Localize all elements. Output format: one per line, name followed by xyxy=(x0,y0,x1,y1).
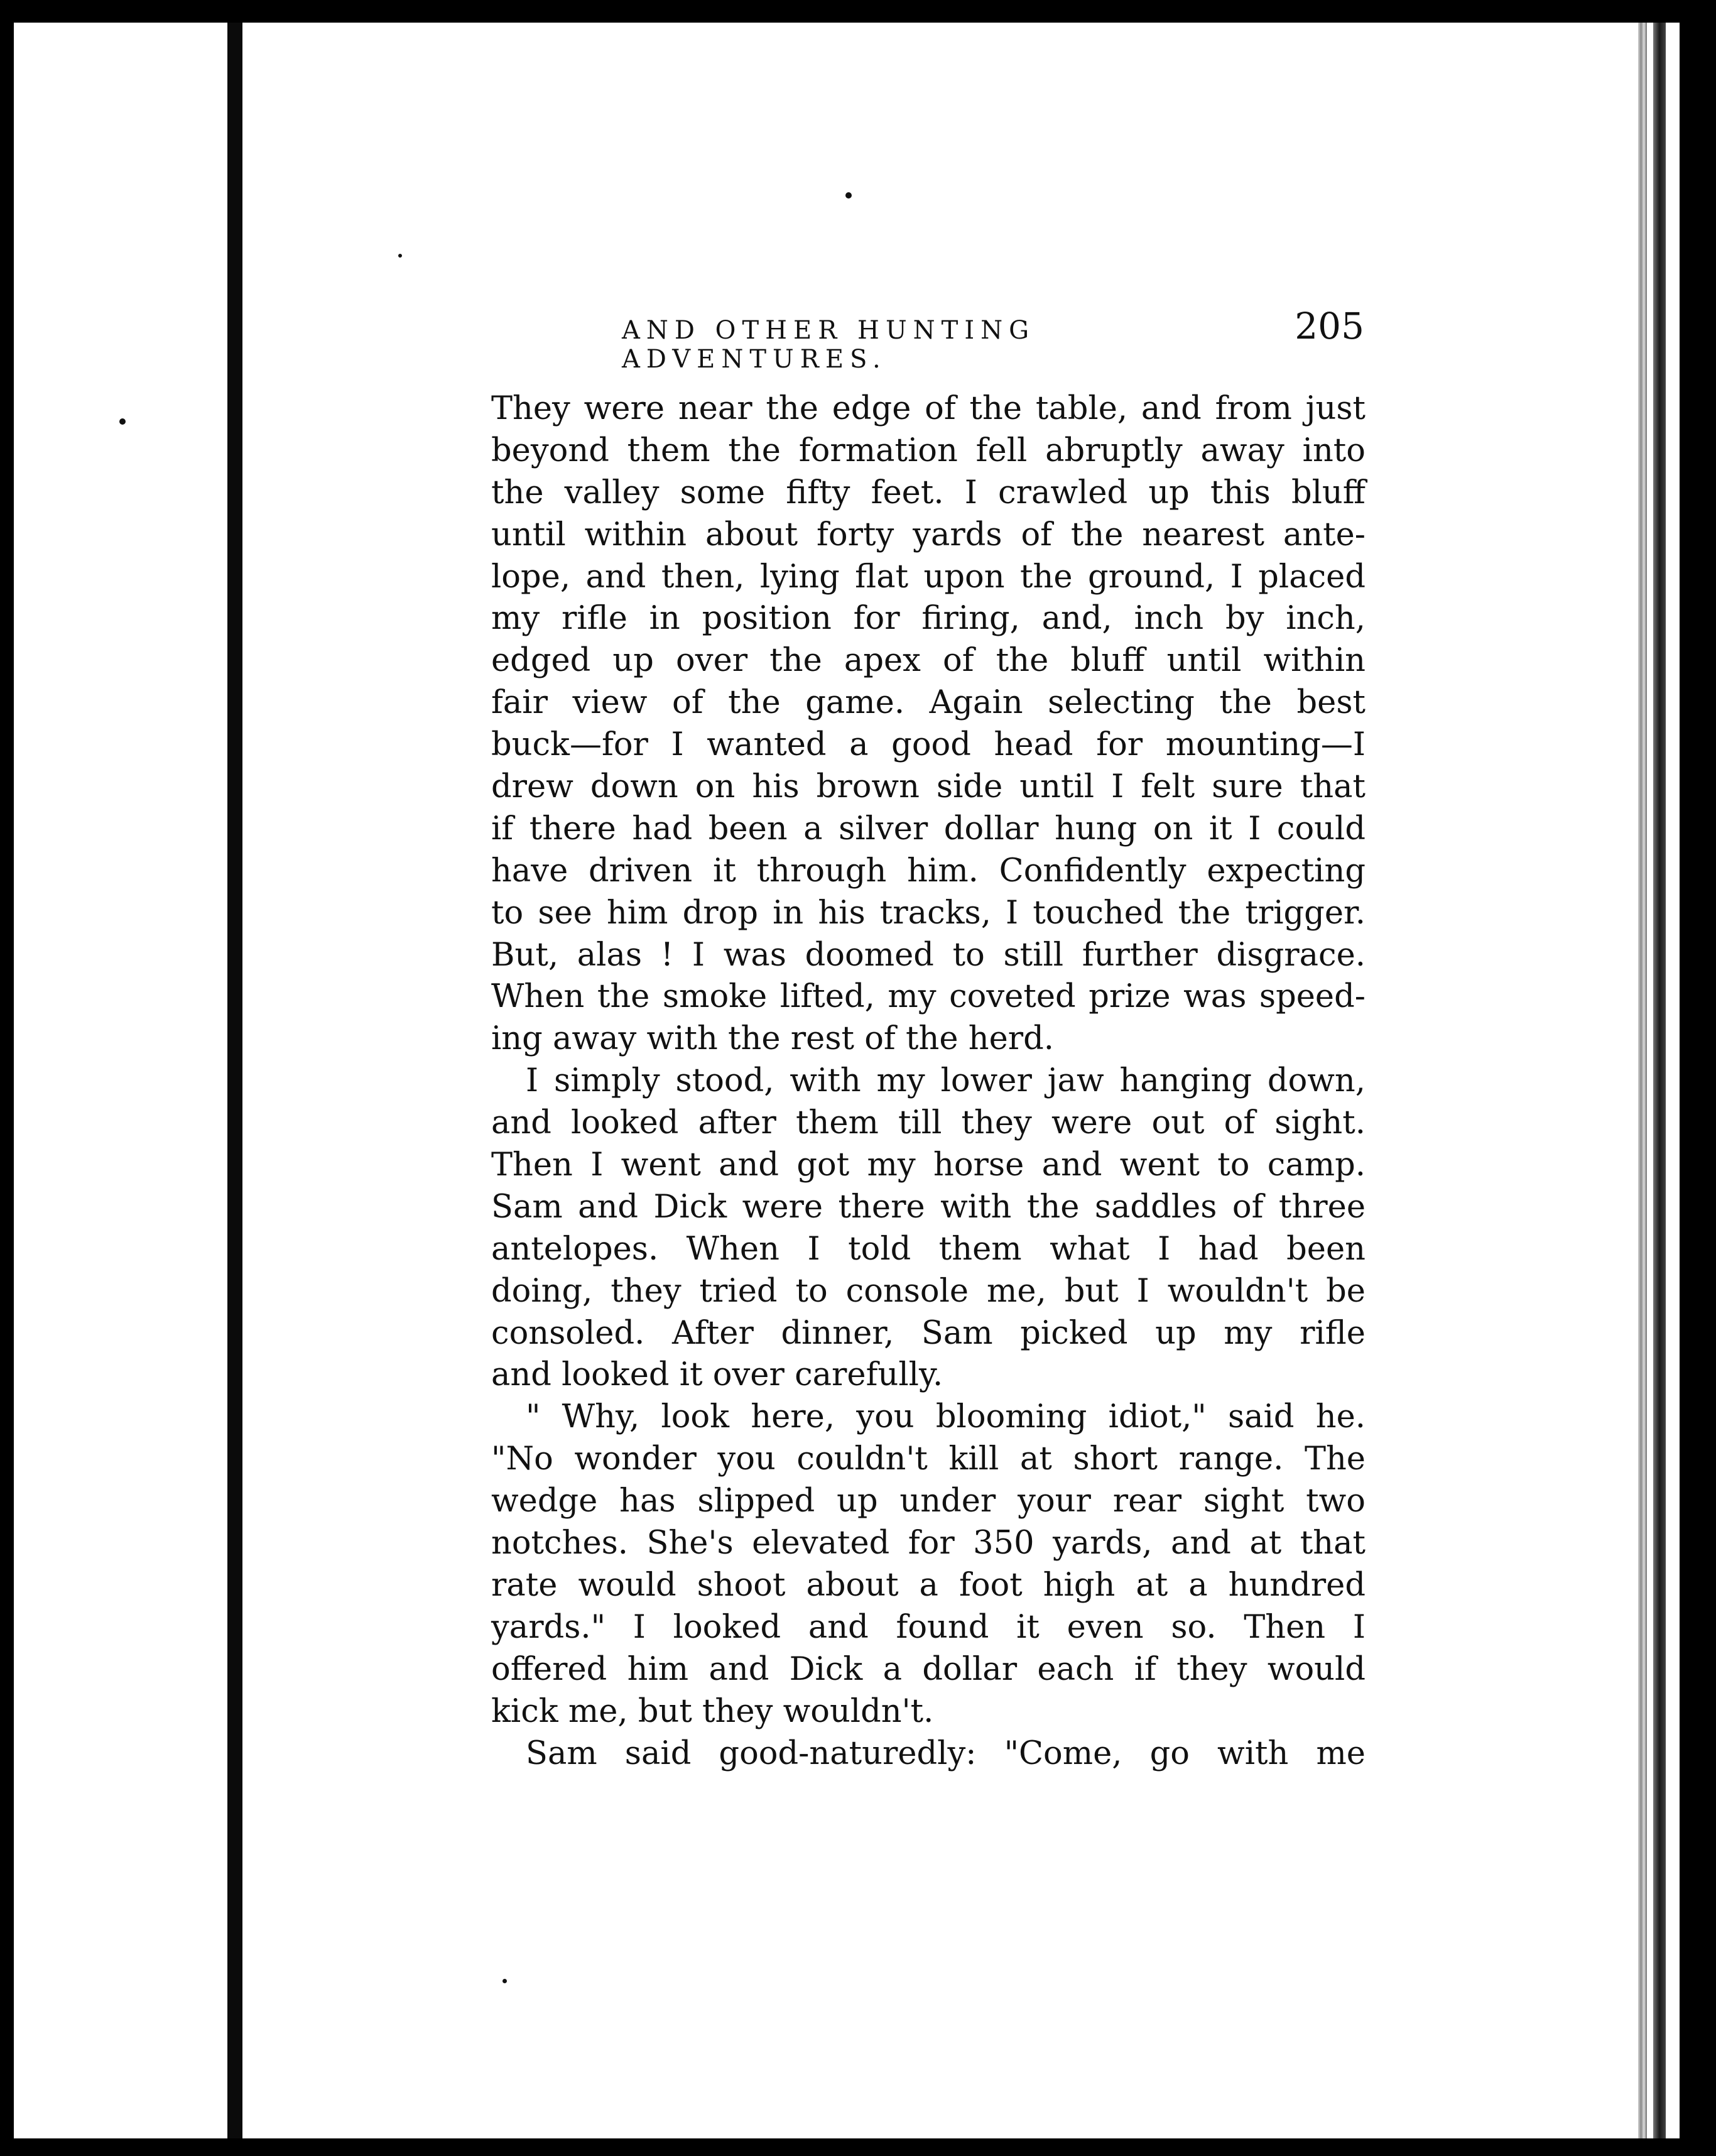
right-page-shadow xyxy=(1653,23,1666,2138)
running-head-title: AND OTHER HUNTING ADVENTURES. xyxy=(622,316,1036,374)
body-text xyxy=(491,388,1366,1775)
text-line: yards." I looked and found it even so. Then I xyxy=(491,1608,1366,1646)
text-line: fair view of the game. Again selecting the best xyxy=(491,684,1366,722)
scan-border-right xyxy=(1680,0,1716,2156)
text-line: offered him and Dick a dollar each if they would xyxy=(491,1650,1366,1688)
text-line: When the smoke lifted, my coveted prize was speed- xyxy=(491,978,1366,1016)
text-line: if there had been a silver dollar hung on it I could xyxy=(491,810,1366,847)
scan-speck xyxy=(398,254,402,258)
scan-speck xyxy=(845,192,852,199)
text-line: Sam said good-naturedly: "Come, go with me xyxy=(526,1734,1366,1772)
text-line: edged up over the apex of the bluff until within xyxy=(491,642,1366,680)
scan-border-bottom xyxy=(0,2138,1716,2156)
text-line: beyond them the formation fell abruptly away into xyxy=(491,432,1366,469)
text-line: Sam and Dick were there with the saddles of three xyxy=(491,1188,1366,1226)
text-line: my rifle in position for firing, and, inch by inch, xyxy=(491,600,1366,638)
text-line: consoled. After dinner, Sam picked up my rifle xyxy=(491,1314,1366,1352)
text-line: lope, and then, lying flat upon the ground, I placed xyxy=(491,558,1366,596)
text-line: kick me, but they wouldn't. xyxy=(491,1692,934,1730)
text-line: and looked after them till they were out of sight. xyxy=(491,1104,1366,1142)
text-line: They were near the edge of the table, and from just xyxy=(491,390,1366,427)
left-page-gutter xyxy=(227,23,242,2138)
text-line: But, alas ! I was doomed to still further disgrace. xyxy=(491,936,1366,974)
text-line: notches. She's elevated for 350 yards, and at that xyxy=(491,1525,1366,1562)
scan-speck xyxy=(502,1979,507,1983)
text-line: doing, they tried to console me, but I wouldn't be xyxy=(491,1272,1366,1310)
running-head xyxy=(622,305,1364,374)
text-line: and looked it over carefully. xyxy=(491,1356,943,1394)
text-line: to see him drop in his tracks, I touched the trigger. xyxy=(491,894,1366,932)
text-line: drew down on his brown side until I felt sure that xyxy=(491,768,1366,806)
right-page-edge xyxy=(1638,23,1647,2138)
text-line: until within about forty yards of the nearest ante- xyxy=(491,516,1366,553)
text-line: I simply stood, with my lower jaw hanging down, xyxy=(526,1062,1366,1100)
text-line: wedge has slipped up under your rear sight two xyxy=(491,1483,1366,1520)
text-line: "No wonder you couldn't kill at short range. The xyxy=(491,1440,1366,1478)
text-line: " Why, look here, you blooming idiot," said he. xyxy=(526,1398,1366,1436)
text-line: the valley some fifty feet. I crawled up this bluff xyxy=(491,474,1366,511)
scan-speck xyxy=(119,418,126,425)
text-line: antelopes. When I told them what I had been xyxy=(491,1230,1366,1268)
scan-border-top xyxy=(0,0,1716,23)
text-line: ing away with the rest of the herd. xyxy=(491,1020,1054,1058)
text-line: have driven it through him. Confidently expecting xyxy=(491,852,1366,890)
scan-border-left xyxy=(0,0,14,2156)
text-line: buck—for I wanted a good head for mounting—I xyxy=(491,726,1366,764)
page-number: 205 xyxy=(1295,305,1364,347)
text-line: Then I went and got my horse and went to camp. xyxy=(491,1146,1366,1184)
text-line: rate would shoot about a foot high at a hundred xyxy=(491,1566,1366,1604)
